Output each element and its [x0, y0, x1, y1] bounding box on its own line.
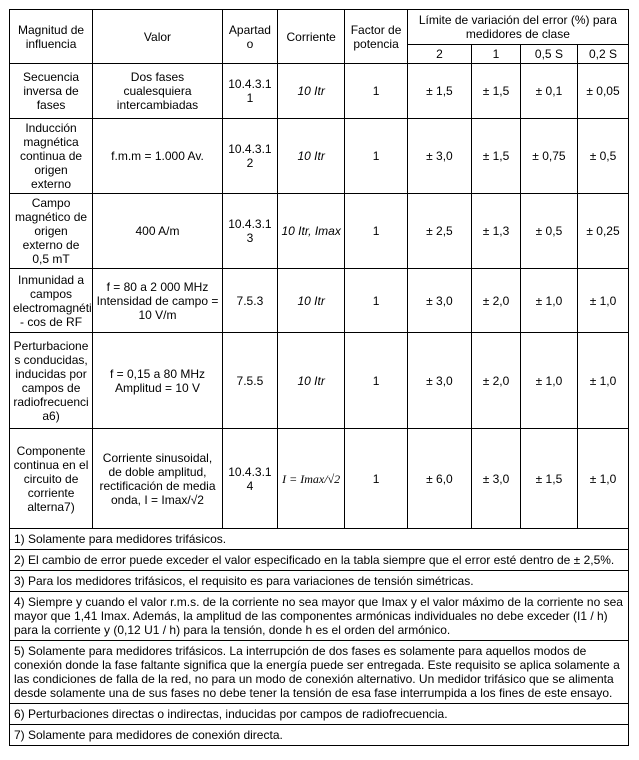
limite-cell: ± 3,0 [407, 333, 471, 429]
valor-cell: 400 A/m [93, 194, 223, 269]
corriente-cell [277, 333, 345, 429]
corriente-text: 10 Itr [297, 373, 325, 388]
limite-cell: ± 1,5 [407, 64, 471, 119]
limite-cell: ± 1,5 [472, 64, 521, 119]
valor-cell: Dos fases cualesquiera intercambiadas [93, 64, 223, 119]
note-4: 4) Siempre y cuando el valor r.m.s. de la corriente no sea mayor que Imax y el valor máximo de la corriente no sea mayor que 1,41 Imax. Además, la amplitud de las componentes armónicas individuales no debe exceder (I1 / h) para la corriente y (0,12 U1 / h) para la tensión, donde h es el orden del armónico. [10, 592, 629, 641]
corriente-cell [277, 269, 345, 333]
factor-cell: 1 [345, 429, 407, 529]
magnitud-cell: Inducción magnética continua de origen externo [10, 119, 93, 194]
header-clase-2: 2 [407, 45, 471, 64]
apartado-cell: 7.5.3 [222, 269, 277, 333]
limite-cell: ± 0,25 [578, 194, 629, 269]
limite-cell: ± 0,75 [520, 119, 577, 194]
limite-cell: ± 1,0 [578, 269, 629, 333]
apartado-cell: 10.4.3.1 1 [222, 64, 277, 119]
corriente-cell [277, 194, 345, 269]
magnitud-cell: Inmunidad a campos electromagnéti - cos de RF [10, 269, 93, 333]
header-factor: Factor de potencia [345, 10, 407, 64]
header-clase-05s: 0,5 S [520, 45, 577, 64]
magnitud-cell: Componente continua en el circuito de corriente alterna7) [10, 429, 93, 529]
apartado-cell: 10.4.3.1 3 [222, 194, 277, 269]
valor-cell [93, 333, 223, 429]
note-row [10, 571, 629, 592]
note-6: 6) Perturbaciones directas o indirectas, inducidas por campos de radiofrecuencia. [10, 704, 629, 725]
header-clase-1: 1 [472, 45, 521, 64]
valor-cell: f.m.m = 1.000 Av. [93, 119, 223, 194]
valor-line: Amplitud = 10 V [114, 380, 201, 395]
limite-cell: ± 2,0 [472, 269, 521, 333]
note-5: 5) Solamente para medidores trifásicos. La interrupción de dos fases es solamente para aquellos modos de conexión donde la fase faltante significa que la energía puede ser entregada. Este requisito se aplica solamente a las condiciones de falla de la red, no para un modo de conexión alternativo. Un medidor trifásico que se alimenta desde solamente una de sus fases no debe tener la tensión de esa fase interrumpida a los fines de este ensayo. [10, 641, 629, 704]
limite-cell: ± 2,5 [407, 194, 471, 269]
table-row [10, 64, 629, 119]
magnitud-cell: Campo magnético de origen externo de 0,5 mT [10, 194, 93, 269]
apartado-cell: 7.5.5 [222, 333, 277, 429]
limite-cell: ± 0,05 [578, 64, 629, 119]
header-row [10, 10, 629, 45]
header-magnitud: Magnitud de influencia [10, 10, 93, 64]
valor-cell: Corriente sinusoidal, de doble amplitud, rectificación de media onda, I = Imax/√2 [93, 429, 223, 529]
corriente-text: 10 Itr [297, 293, 325, 308]
header-apartado: Apartad o [222, 10, 277, 64]
limite-cell: ± 1,3 [472, 194, 521, 269]
valor-line: f = 0,15 a 80 MHz [109, 366, 206, 381]
corriente-text: 10 Itr, Imax [281, 224, 341, 238]
limite-cell: ± 0,5 [578, 119, 629, 194]
table-row [10, 333, 629, 429]
limite-cell: ± 3,0 [407, 119, 471, 194]
factor-cell: 1 [345, 64, 407, 119]
valor-cell [93, 269, 223, 333]
table-row [10, 429, 629, 529]
factor-cell: 1 [345, 119, 407, 194]
note-row [10, 529, 629, 550]
note-1: 1) Solamente para medidores trifásicos. [10, 529, 629, 550]
header-limite: Límite de variación del error (%) para medidores de clase [407, 10, 628, 45]
corriente-formula: I = Imax/√2 [282, 471, 341, 486]
factor-cell: 1 [345, 194, 407, 269]
limite-cell: ± 1,0 [578, 429, 629, 529]
limite-cell: ± 1,0 [578, 333, 629, 429]
limite-cell: ± 1,5 [520, 429, 577, 529]
note-7: 7) Solamente para medidores de conexión directa. [10, 725, 629, 746]
factor-cell: 1 [345, 333, 407, 429]
limite-cell: ± 2,0 [472, 333, 521, 429]
note-row [10, 550, 629, 571]
table-row [10, 269, 629, 333]
header-valor: Valor [93, 10, 223, 64]
valor-line: f = 80 a 2 000 MHz [106, 279, 209, 294]
valor-line: Intensidad de campo = 10 V/m [96, 293, 219, 322]
limite-cell: ± 1,0 [520, 333, 577, 429]
limite-cell: ± 0,1 [520, 64, 577, 119]
corriente-text: 10 Itr [297, 84, 325, 98]
limite-cell: ± 3,0 [472, 429, 521, 529]
corriente-cell [277, 64, 345, 119]
factor-cell: 1 [345, 269, 407, 333]
limite-cell: ± 0,5 [520, 194, 577, 269]
magnitud-cell: Secuencia inversa de fases [10, 64, 93, 119]
note-row [10, 641, 629, 704]
note-row [10, 704, 629, 725]
note-row [10, 725, 629, 746]
limite-cell: ± 1,5 [472, 119, 521, 194]
note-2: 2) El cambio de error puede exceder el valor especificado en la tabla siempre que el error esté dentro de ± 2,5%. [10, 550, 629, 571]
note-row [10, 592, 629, 641]
limite-cell: ± 1,0 [520, 269, 577, 333]
corriente-cell [277, 119, 345, 194]
note-3: 3) Para los medidores trifásicos, el requisito es para variaciones de tensión simétricas. [10, 571, 629, 592]
limite-cell: ± 3,0 [407, 269, 471, 333]
apartado-cell: 10.4.3.1 4 [222, 429, 277, 529]
table-row [10, 119, 629, 194]
table-row [10, 194, 629, 269]
corriente-text: 10 Itr [297, 149, 325, 163]
header-clase-02s: 0,2 S [578, 45, 629, 64]
corriente-cell [277, 429, 345, 529]
apartado-cell: 10.4.3.1 2 [222, 119, 277, 194]
magnitud-cell: Perturbacione s conducidas, inducidas por campos de radiofrecuenci a6) [10, 333, 93, 429]
limite-cell: ± 6,0 [407, 429, 471, 529]
header-corriente: Corriente [277, 10, 345, 64]
influence-table [9, 9, 629, 746]
